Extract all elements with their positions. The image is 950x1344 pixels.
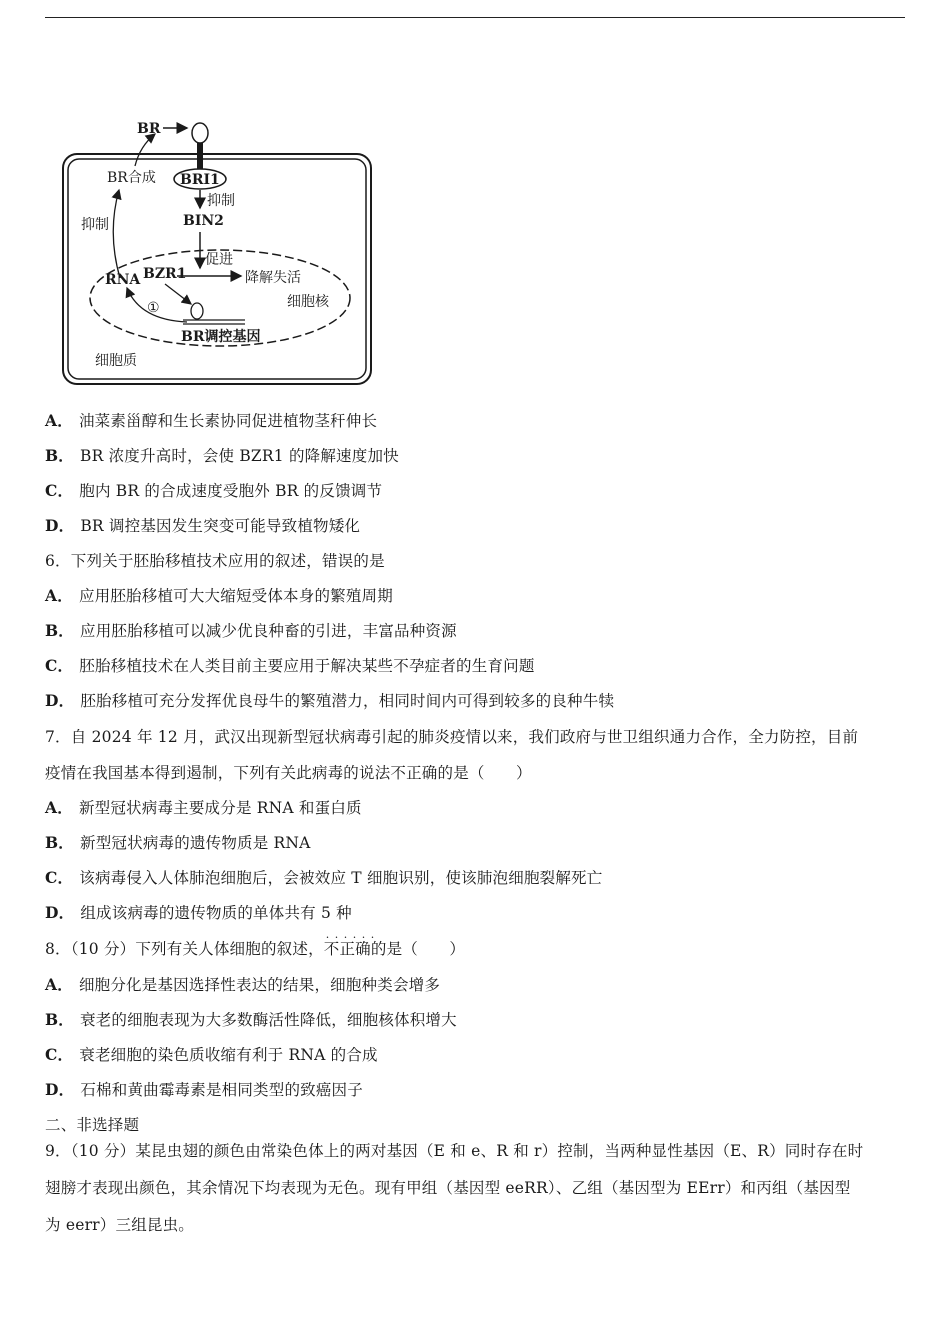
gene-protein-blob xyxy=(191,303,203,319)
br-synthesis-label: BR合成 xyxy=(107,170,156,186)
promote-label: 促进 xyxy=(205,252,233,268)
q6-option-b: B． 应用胚胎移植可以减少优良种畜的引进，丰富品种资源 xyxy=(45,621,457,640)
q6-option-d: D． 胚胎移植可充分发挥优良母牛的繁殖潜力，相同时间内可得到较多的良种牛犊 xyxy=(45,691,615,710)
q5-option-c: C． 胞内 BR 的合成速度受胞外 BR 的反馈调节 xyxy=(45,481,383,500)
q6-option-a: A． 应用胚胎移植可大大缩短受体本身的繁殖周期 xyxy=(45,586,393,605)
q8-option-c: C． 衰老细胞的染色质收缩有利于 RNA 的合成 xyxy=(45,1045,378,1064)
q5-option-a: A． 油菜素甾醇和生长素协同促进植物茎秆伸长 xyxy=(45,411,378,430)
q9-line3: 为 eerr）三组昆虫。 xyxy=(45,1216,194,1234)
degrade-label: 降解失活 xyxy=(245,270,301,286)
q8-stem: 8．（10 分）下列有关人体细胞的叙述，不正确的是 · · ·（ ） xyxy=(45,939,465,959)
q7-option-d: D． 组成该病毒的遗传物质的单体共有 5 种 xyxy=(45,903,352,922)
br-diagram xyxy=(55,108,385,393)
emphasis-dotted-text: 不正确的是 · · · xyxy=(324,940,403,958)
rna-to-synthesis-arrow xyxy=(113,190,120,278)
bri1-label: BRI1 xyxy=(180,172,220,188)
q5-option-b: B． BR 浓度升高时，会使 BZR1 的降解速度加快 xyxy=(45,446,399,465)
q7-option-c: C． 该病毒侵入人体肺泡细胞后，会被效应 T 细胞识别，使该肺泡细胞裂解死亡 xyxy=(45,868,603,887)
q9-line1: 9．（10 分）某昆虫翅的颜色由常染色体上的两对基因（E 和 e、R 和 r）控制，当两种显性基因（E、R）同时存在时 xyxy=(45,1142,864,1160)
q7-stem-line1: 7．自 2024 年 12 月，武汉出现新型冠状病毒引起的肺炎疫情以来，我们政府与世卫组织通力合作，全力防控，目前 xyxy=(45,728,859,746)
nucleus-label: 细胞核 xyxy=(287,294,329,310)
bin2-label: BIN2 xyxy=(183,213,224,229)
bzr1-label: BZR1 xyxy=(143,266,187,282)
q6-stem: 6．下列关于胚胎移植技术应用的叙述，错误的是 xyxy=(45,552,385,570)
q8-option-d: D． 石棉和黄曲霉毒素是相同类型的致癌因子 xyxy=(45,1080,363,1099)
q5-option-d: D． BR 调控基因发生突变可能导致植物矮化 xyxy=(45,516,361,535)
q7-option-b: B． 新型冠状病毒的遗传物质是 RNA xyxy=(45,833,311,852)
header-rule xyxy=(45,17,905,18)
receptor-stalk xyxy=(197,140,203,170)
rna-label: RNA xyxy=(105,272,141,288)
circle-1-label: ① xyxy=(147,300,160,316)
cytoplasm-label: 细胞质 xyxy=(95,353,137,369)
q8-option-a: A． 细胞分化是基因选择性表达的结果，细胞种类会增多 xyxy=(45,975,441,994)
q9-line2: 翅膀才表现出颜色，其余情况下均表现为无色。现有甲组（基因型 eeRR）、乙组（基因型为 EErr）和丙组（基因型 xyxy=(45,1179,851,1197)
section-heading: 二、非选择题 xyxy=(45,1116,140,1134)
br-synthesis-arrow xyxy=(135,134,155,166)
q6-option-c: C． 胚胎移植技术在人类目前主要应用于解决某些不孕症者的生育问题 xyxy=(45,656,535,675)
receptor-head xyxy=(192,123,208,143)
br-top-label: BR xyxy=(137,121,161,137)
br-gene-label: BR调控基因 xyxy=(181,329,261,345)
br-signaling-figure xyxy=(55,108,385,393)
bzr1-to-gene-arrow xyxy=(165,284,191,304)
inhibit-left-label: 抑制 xyxy=(81,217,109,233)
q8-option-b: B． 衰老的细胞表现为大多数酶活性降低，细胞核体积增大 xyxy=(45,1010,457,1029)
inhibit-top-label: 抑制 xyxy=(207,193,235,209)
q7-stem-line2: 疫情在我国基本得到遏制，下列有关此病毒的说法不正确的是（ ） xyxy=(45,764,532,782)
q7-option-a: A． 新型冠状病毒主要成分是 RNA 和蛋白质 xyxy=(45,798,362,817)
